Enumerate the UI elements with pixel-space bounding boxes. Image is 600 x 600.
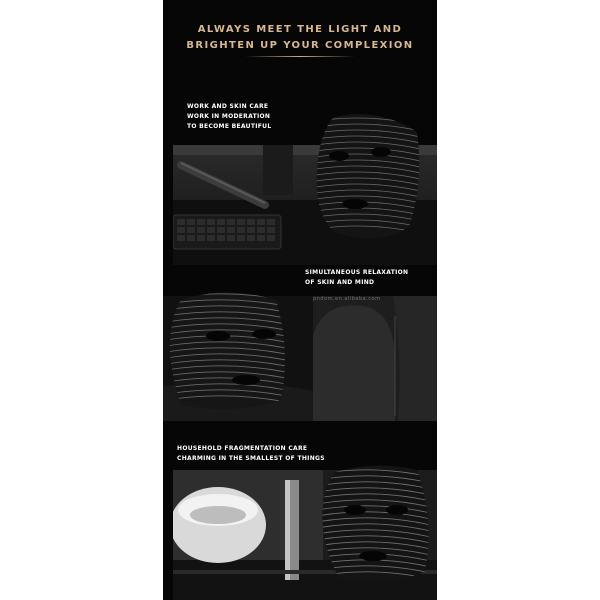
section-3-caption — [177, 444, 325, 464]
section-2-caption — [305, 268, 408, 288]
led-face-mask-icon — [317, 460, 435, 588]
faucet-icon — [285, 480, 299, 580]
led-face-mask-icon — [166, 290, 296, 415]
led-face-mask-icon — [309, 112, 429, 247]
keyboard-icon — [173, 215, 281, 249]
caption-line: TO BECOME BEAUTIFUL — [187, 123, 272, 130]
caption-line: WORK IN MODERATION — [187, 113, 271, 120]
headline-line-2: BRIGHTEN UP YOUR COMPLEXION — [186, 40, 414, 51]
headline-line-1: ALWAYS MEET THE LIGHT AND — [197, 24, 403, 35]
watermark: pndom.en.alibaba.com — [313, 296, 381, 302]
caption-line: SIMULTANEOUS RELAXATION — [305, 269, 409, 276]
caption-line: OF SKIN AND MIND — [305, 279, 375, 286]
caption-line: HOUSEHOLD FRAGMENTATION CARE — [177, 445, 308, 452]
wash-basin-icon — [173, 487, 266, 563]
headline — [163, 22, 437, 54]
caption-line: CHARMING IN THE SMALLEST OF THINGS — [177, 455, 325, 462]
caption-line: WORK AND SKIN CARE — [187, 103, 269, 110]
section-1-caption — [187, 102, 271, 132]
product-panel — [163, 0, 437, 600]
headline-divider — [245, 56, 355, 57]
